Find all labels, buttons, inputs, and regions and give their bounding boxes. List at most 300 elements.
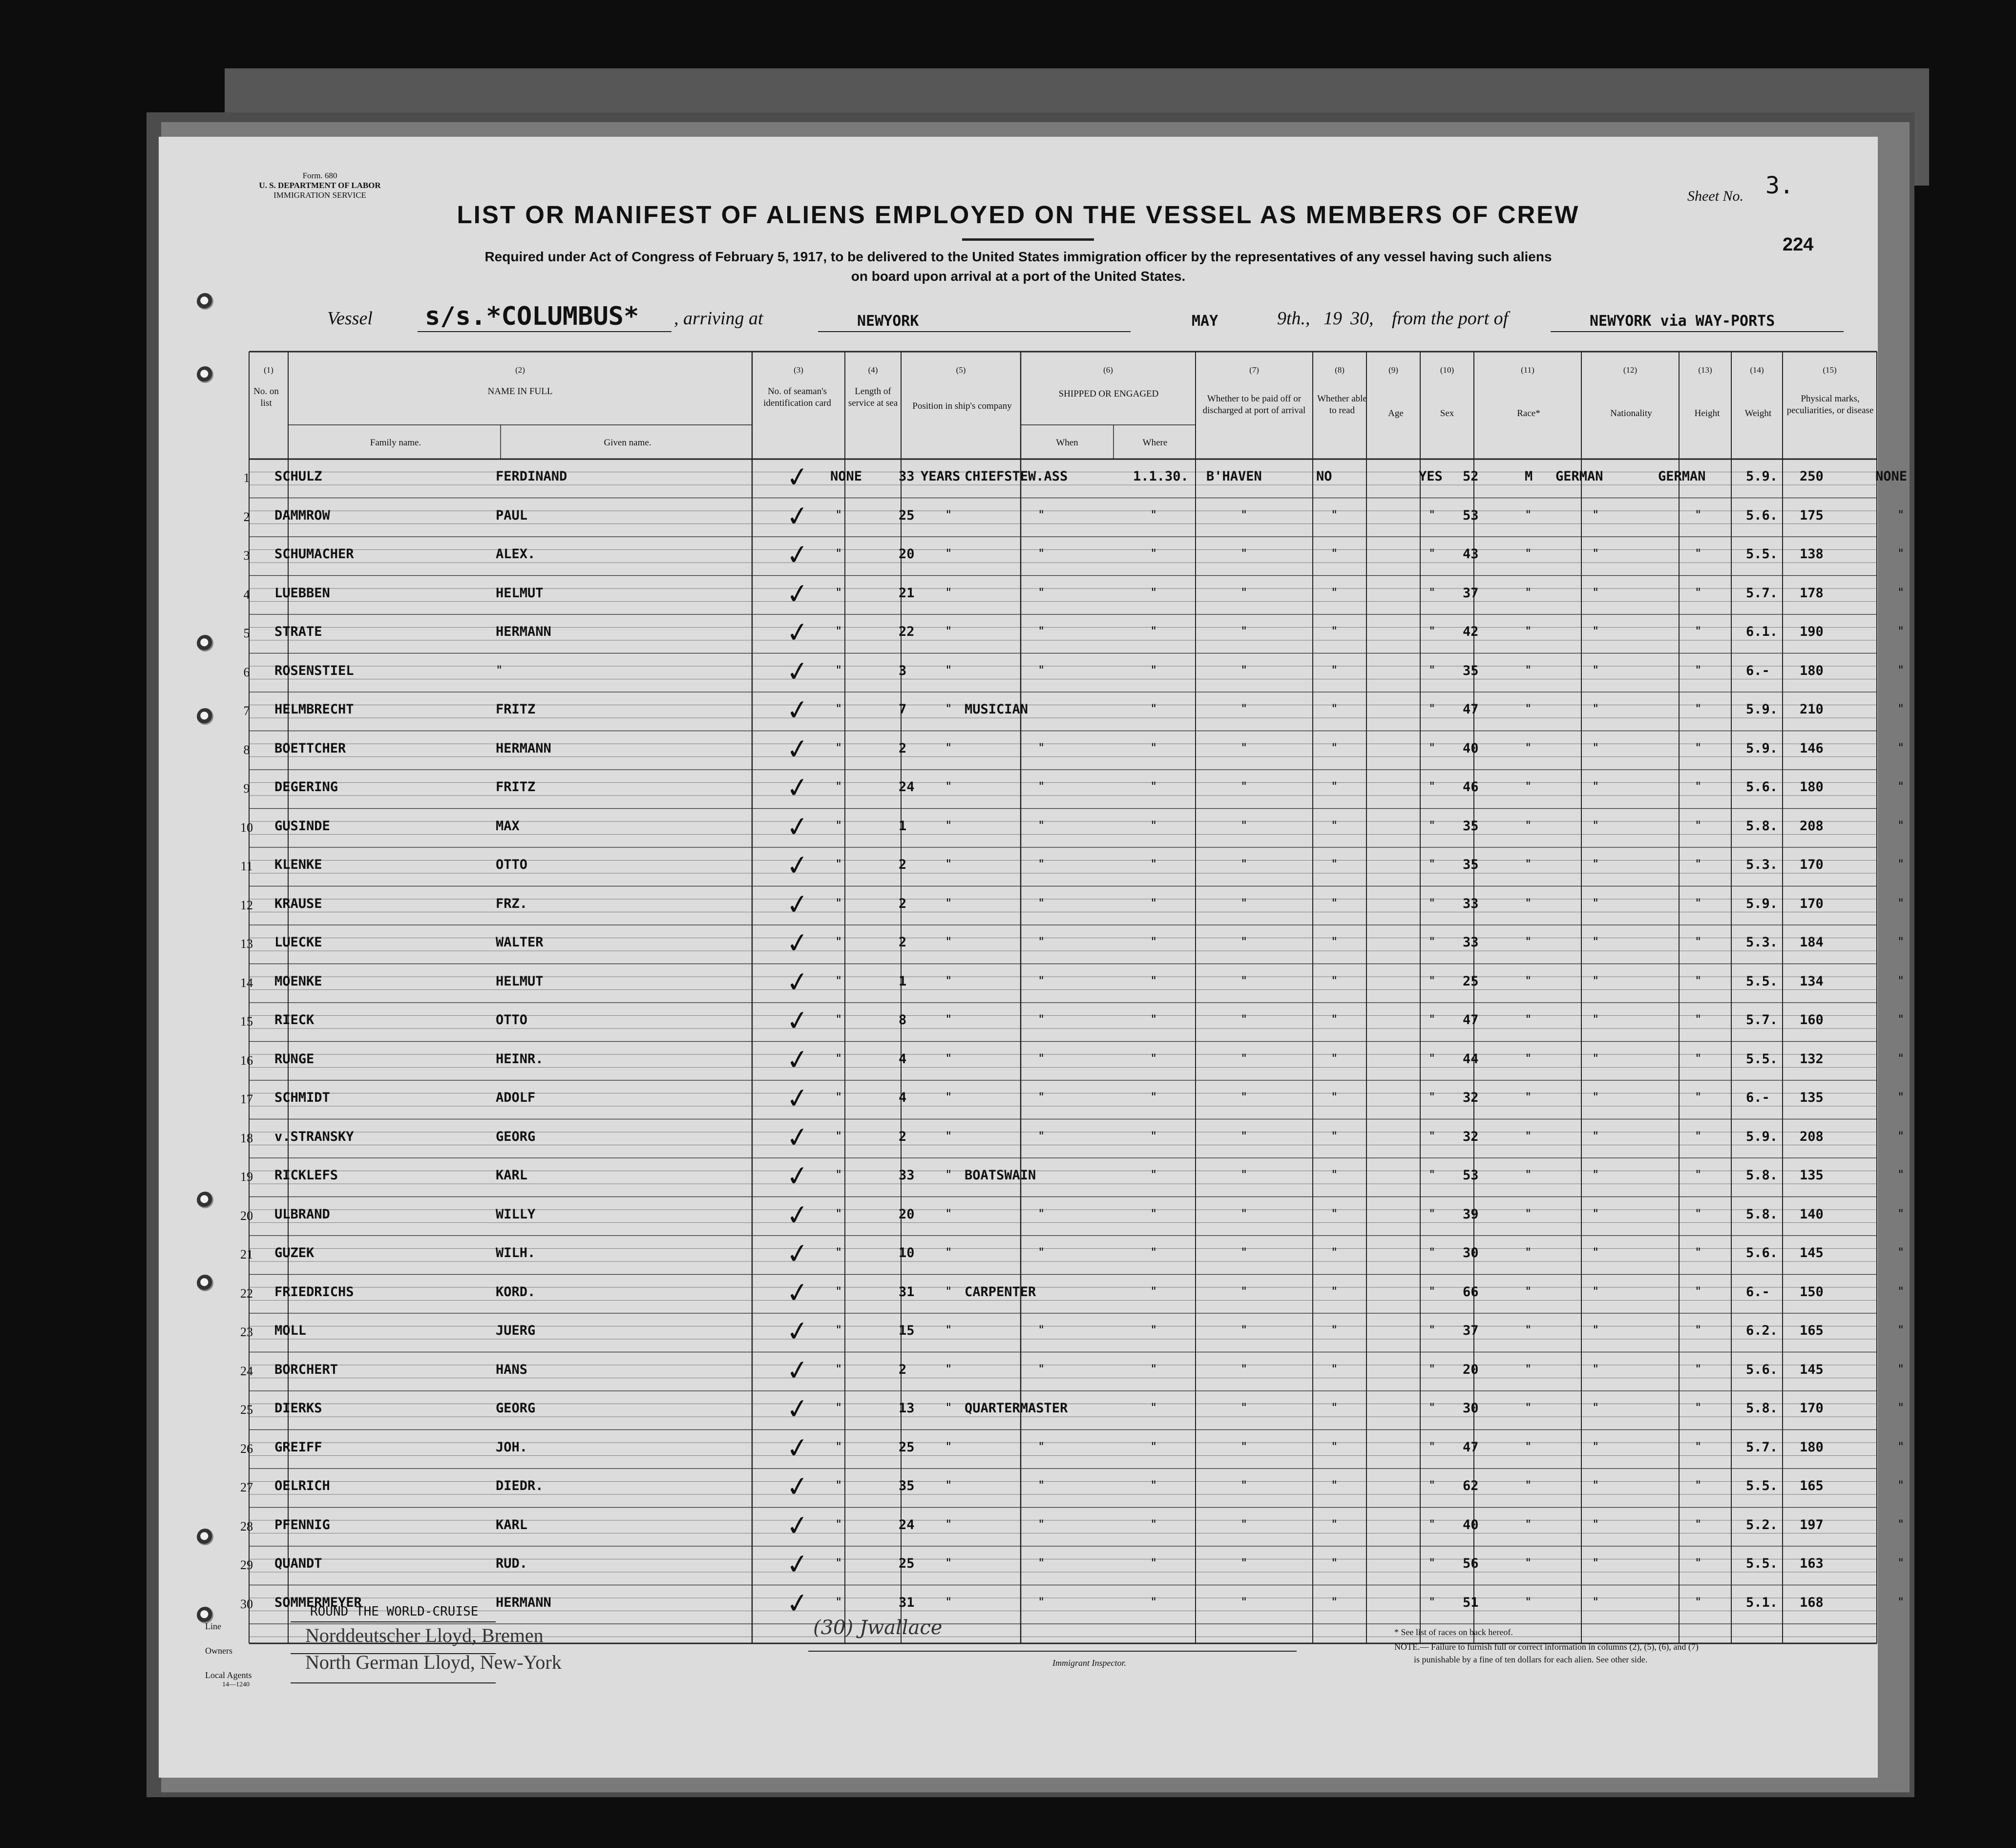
service-unit: " (945, 896, 952, 910)
row-number: 2 (243, 509, 250, 524)
footer-owners-label: Owners (205, 1646, 232, 1656)
height: 5.8. (1746, 1401, 1778, 1416)
sex: " (1525, 1245, 1532, 1259)
family-name: SCHUMACHER (274, 546, 354, 562)
race: " (1592, 702, 1599, 715)
paid-off: " (1331, 507, 1338, 522)
height: 6.2. (1746, 1323, 1778, 1338)
given-name: JUERG (496, 1323, 536, 1338)
sex: " (1525, 1478, 1532, 1492)
nationality: " (1695, 507, 1702, 522)
service-unit: " (945, 1012, 952, 1026)
nationality: " (1695, 1284, 1702, 1298)
service-unit: " (945, 1284, 952, 1298)
check-mark: ✓ (784, 693, 812, 728)
service-unit: " (945, 973, 952, 987)
family-name: RIECK (274, 1012, 315, 1028)
age: 20 (1463, 1362, 1479, 1377)
weight: 145 (1800, 1245, 1824, 1260)
check-mark: ✓ (784, 1353, 812, 1388)
paid-off: " (1331, 1556, 1338, 1570)
family-name: KLENKE (274, 857, 322, 872)
given-name: JOH. (496, 1439, 528, 1455)
weight: 146 (1800, 740, 1824, 756)
able-to-read: " (1428, 585, 1436, 599)
age: 30 (1463, 1245, 1479, 1260)
check-mark: ✓ (784, 1042, 812, 1077)
age: 35 (1463, 857, 1479, 872)
race: " (1592, 1129, 1599, 1143)
id-card: " (835, 1206, 842, 1220)
service-unit: " (945, 1362, 952, 1376)
length-of-service: 8 (899, 1012, 907, 1028)
row-number: 28 (240, 1519, 253, 1533)
nationality: " (1695, 663, 1702, 677)
height: 5.3. (1746, 857, 1778, 872)
shipped-where: " (1240, 818, 1248, 832)
length-of-service: 1 (899, 818, 907, 834)
service-unit: " (945, 1556, 952, 1570)
service-unit: " (945, 1401, 952, 1414)
shipped-where: " (1240, 1012, 1248, 1026)
id-card: " (835, 663, 842, 677)
row-number: 29 (240, 1558, 253, 1572)
check-mark: ✓ (784, 1430, 812, 1466)
physical-marks: " (1897, 1556, 1905, 1570)
header-shipped-engaged: SHIPPED OR ENGAGED (1058, 389, 1159, 399)
sex: " (1525, 896, 1532, 910)
nationality: " (1695, 818, 1702, 832)
shipped-when: " (1150, 507, 1157, 522)
age: 37 (1463, 585, 1479, 601)
nationality: " (1695, 1012, 1702, 1026)
column-number: (13) (1698, 365, 1712, 375)
length-of-service: 1 (899, 973, 907, 989)
shipped-when: " (1150, 1323, 1157, 1337)
length-of-service: 33 (899, 469, 915, 484)
given-name: ADOLF (496, 1090, 536, 1105)
family-name: v.STRANSKY (274, 1129, 354, 1144)
physical-marks: " (1897, 1245, 1905, 1259)
paid-off: " (1331, 740, 1338, 755)
race: " (1592, 1478, 1599, 1492)
given-name: OTTO (496, 857, 528, 872)
sex: " (1525, 624, 1532, 638)
height: 5.9. (1746, 702, 1778, 717)
weight: 180 (1800, 663, 1824, 678)
age: 53 (1463, 1168, 1479, 1183)
year-prefix: 19 (1323, 308, 1342, 329)
check-mark: ✓ (784, 771, 812, 805)
column-number: (9) (1388, 365, 1398, 375)
family-name: ROSENSTIEL (274, 663, 354, 678)
shipped-when: " (1150, 1401, 1157, 1414)
shipped-when: " (1150, 1478, 1157, 1492)
physical-marks: " (1897, 546, 1905, 560)
position: " (1038, 1245, 1045, 1259)
check-mark: ✓ (784, 1159, 812, 1194)
weight: 140 (1800, 1206, 1824, 1222)
vessel-label: Vessel (327, 308, 373, 329)
race: " (1592, 1439, 1599, 1453)
physical-marks: " (1897, 1168, 1905, 1181)
shipped-where: " (1240, 1245, 1248, 1259)
row-number: 27 (240, 1480, 253, 1494)
family-name: DEGERING (274, 779, 338, 795)
sheet-number: 3. (1765, 172, 1794, 199)
physical-marks: " (1897, 507, 1905, 522)
row-number: 14 (240, 975, 253, 990)
position: " (1038, 935, 1045, 948)
able-to-read: " (1428, 779, 1436, 793)
race: " (1592, 896, 1599, 910)
height: 5.2. (1746, 1517, 1778, 1533)
footer-line-underline (291, 1621, 496, 1622)
height: 5.6. (1746, 1362, 1778, 1377)
given-name: PAUL (496, 507, 528, 523)
physical-marks: NONE (1875, 469, 1908, 484)
weight: 135 (1800, 1090, 1824, 1105)
position: " (1038, 740, 1045, 755)
row-number: 23 (240, 1325, 253, 1339)
position: " (1038, 1517, 1045, 1531)
row-number: 8 (243, 742, 250, 757)
row-number: 5 (243, 626, 250, 640)
family-name: MOENKE (274, 973, 322, 989)
id-card: " (835, 973, 842, 987)
column-number: (5) (956, 365, 966, 375)
vessel-name: s/s.*COLUMBUS* (425, 302, 639, 331)
height: 5.5. (1746, 1478, 1778, 1493)
height: 5.9. (1746, 740, 1778, 756)
service-name: IMMIGRATION SERVICE (273, 190, 366, 200)
year-suffix: 30, (1350, 308, 1374, 329)
paid-off: " (1331, 624, 1338, 638)
position: " (1038, 1129, 1045, 1143)
header-position: Position in ship's company (912, 401, 1012, 411)
given-name: KARL (496, 1168, 528, 1183)
shipped-when: " (1150, 1439, 1157, 1453)
weight: 250 (1800, 469, 1824, 484)
family-name: RUNGE (274, 1051, 315, 1067)
length-of-service: 25 (899, 1439, 915, 1455)
age: 33 (1463, 896, 1479, 911)
age: 39 (1463, 1206, 1479, 1222)
header-race: Race* (1517, 408, 1540, 419)
sex: " (1525, 702, 1532, 715)
shipped-where: " (1240, 624, 1248, 638)
column-number: (2) (515, 365, 525, 375)
row-number: 22 (240, 1286, 253, 1301)
shipped-where: " (1240, 663, 1248, 677)
header-physical-marks: Physical marks, peculiarities, or disease (1786, 394, 1874, 416)
age: 32 (1463, 1129, 1479, 1144)
penalty-note-line-1: NOTE.— Failure to furnish full or correct information in columns (2), (5), (6), and (7) (1394, 1642, 1699, 1652)
check-mark: ✓ (784, 1547, 812, 1582)
sex: " (1525, 1129, 1532, 1143)
arriving-label: , arriving at (674, 308, 763, 329)
check-mark: ✓ (784, 965, 812, 1000)
family-name: SCHULZ (274, 469, 322, 484)
length-of-service: 2 (899, 896, 907, 911)
id-card: " (835, 1556, 842, 1570)
race: " (1592, 546, 1599, 560)
length-of-service: 22 (899, 624, 915, 639)
shipped-when: " (1150, 1284, 1157, 1298)
row-number: 25 (240, 1403, 253, 1417)
sex: " (1525, 1284, 1532, 1298)
race: " (1592, 1595, 1599, 1609)
family-name: DIERKS (274, 1401, 322, 1416)
service-unit: " (945, 779, 952, 793)
id-card: " (835, 624, 842, 638)
physical-marks: " (1897, 1129, 1905, 1143)
physical-marks: " (1897, 1051, 1905, 1065)
length-of-service: 10 (899, 1245, 915, 1260)
weight: 175 (1800, 507, 1824, 523)
id-card: " (835, 857, 842, 871)
position: " (1038, 1206, 1045, 1220)
family-name: LUEBBEN (274, 585, 330, 601)
nationality: GERMAN (1658, 469, 1706, 484)
given-name: HERMANN (496, 740, 551, 756)
column-number: (1) (264, 365, 273, 375)
paid-off: " (1331, 1478, 1338, 1492)
weight: 184 (1800, 935, 1824, 950)
age: 46 (1463, 779, 1479, 795)
weight: 165 (1800, 1478, 1824, 1493)
able-to-read: " (1428, 1206, 1436, 1220)
physical-marks: " (1897, 1401, 1905, 1414)
id-card: " (835, 702, 842, 715)
id-card: " (835, 1168, 842, 1181)
paid-off: " (1331, 1129, 1338, 1143)
family-name: HELMBRECHT (274, 702, 354, 717)
header-height: Height (1694, 408, 1720, 419)
service-unit: " (945, 740, 952, 755)
arrival-month: MAY (1192, 313, 1218, 330)
race: " (1592, 507, 1599, 522)
age: 56 (1463, 1556, 1479, 1571)
length-of-service: 15 (899, 1323, 915, 1338)
race: " (1592, 1090, 1599, 1104)
sex: " (1525, 1439, 1532, 1453)
sex: " (1525, 818, 1532, 832)
shipped-where: " (1240, 1439, 1248, 1453)
row-number: 7 (243, 704, 250, 718)
paid-off: " (1331, 702, 1338, 715)
manifest-page (159, 137, 1908, 1778)
column-number: (11) (1521, 365, 1534, 375)
check-mark: ✓ (784, 1197, 812, 1233)
family-name: OELRICH (274, 1478, 330, 1493)
able-to-read: " (1428, 896, 1436, 910)
height: 5.6. (1746, 1245, 1778, 1260)
check-mark: ✓ (784, 1586, 812, 1621)
given-name: HERMANN (496, 1595, 551, 1610)
header-no-on-list: No. on list (253, 386, 279, 408)
shipped-when: " (1150, 624, 1157, 638)
sex: " (1525, 1517, 1532, 1531)
length-of-service: 20 (899, 1206, 915, 1222)
position: " (1038, 1362, 1045, 1376)
inspector-signature: (30) Jwallace (813, 1617, 943, 1639)
length-of-service: 7 (899, 702, 907, 717)
row-number: 16 (240, 1053, 253, 1068)
shipped-where: " (1240, 546, 1248, 560)
able-to-read: " (1428, 1168, 1436, 1181)
physical-marks: " (1897, 779, 1905, 793)
able-to-read: " (1428, 663, 1436, 677)
race: " (1592, 1362, 1599, 1376)
physical-marks: " (1897, 818, 1905, 832)
column-number: (6) (1103, 365, 1113, 375)
given-name: RUD. (496, 1556, 528, 1571)
length-of-service: 4 (899, 1090, 907, 1105)
position: QUARTERMASTER (965, 1401, 1068, 1416)
id-card: " (835, 1439, 842, 1453)
row-number: 24 (240, 1364, 253, 1378)
length-of-service: 31 (899, 1284, 915, 1300)
nationality: " (1695, 1051, 1702, 1065)
header-given-name: Given name. (604, 438, 651, 448)
weight: 165 (1800, 1323, 1824, 1338)
height: 6.1. (1746, 624, 1778, 639)
position: " (1038, 1478, 1045, 1492)
race: " (1592, 1012, 1599, 1026)
nationality: " (1695, 1362, 1702, 1376)
service-unit: " (945, 624, 952, 638)
department-name: U. S. DEPARTMENT OF LABOR (259, 181, 381, 190)
row-number: 26 (240, 1441, 253, 1456)
row-number: 13 (240, 937, 253, 951)
sex: " (1525, 740, 1532, 755)
shipped-when: " (1150, 702, 1157, 715)
paid-off: " (1331, 896, 1338, 910)
position: " (1038, 1051, 1045, 1065)
age: 66 (1463, 1284, 1479, 1300)
age: 40 (1463, 740, 1479, 756)
service-unit: " (945, 507, 952, 522)
footer-form-code: 14—1240 (222, 1681, 250, 1688)
shipped-where: " (1240, 1051, 1248, 1065)
nationality: " (1695, 624, 1702, 638)
able-to-read: " (1428, 702, 1436, 715)
sex: M (1525, 469, 1533, 484)
length-of-service: 2 (899, 1362, 907, 1377)
given-name: FRITZ (496, 702, 536, 717)
race: " (1592, 1517, 1599, 1531)
given-name: GEORG (496, 1401, 536, 1416)
length-of-service: 24 (899, 779, 915, 795)
column-number: (10) (1440, 365, 1454, 375)
family-name: LUECKE (274, 935, 322, 950)
height: 6.- (1746, 1090, 1770, 1105)
position: " (1038, 1556, 1045, 1570)
race: " (1592, 1051, 1599, 1065)
physical-marks: " (1897, 896, 1905, 910)
id-card: NONE (830, 469, 862, 484)
nationality: " (1695, 546, 1702, 560)
check-mark: ✓ (784, 499, 812, 534)
position: " (1038, 585, 1045, 599)
shipped-when: " (1150, 935, 1157, 948)
length-of-service: 20 (899, 546, 915, 562)
paid-off: " (1331, 857, 1338, 871)
shipped-where: " (1240, 1168, 1248, 1181)
shipped-where: " (1240, 740, 1248, 755)
shipped-where: " (1240, 1129, 1248, 1143)
given-name: HELMUT (496, 585, 544, 601)
nationality: " (1695, 702, 1702, 715)
given-name: WALTER (496, 935, 544, 950)
nationality: " (1695, 1595, 1702, 1609)
row-number: 10 (240, 820, 253, 835)
family-name: SCHMIDT (274, 1090, 330, 1105)
check-mark: ✓ (784, 848, 812, 883)
height: 5.9. (1746, 469, 1778, 484)
shipped-when: " (1150, 857, 1157, 871)
position: " (1038, 973, 1045, 987)
check-mark: ✓ (784, 576, 812, 611)
service-unit: " (945, 1439, 952, 1453)
id-card: " (835, 1284, 842, 1298)
sex: " (1525, 546, 1532, 560)
physical-marks: " (1897, 702, 1905, 715)
column-number: (7) (1249, 365, 1259, 375)
age: 30 (1463, 1401, 1479, 1416)
sex: " (1525, 1323, 1532, 1337)
able-to-read: " (1428, 973, 1436, 987)
physical-marks: " (1897, 857, 1905, 871)
row-number: 1 (243, 471, 250, 485)
footer-line-value: ROUND THE WORLD-CRUISE (310, 1604, 479, 1619)
paid-off: " (1331, 585, 1338, 599)
height: 5.5. (1746, 1051, 1778, 1067)
check-mark: ✓ (784, 654, 812, 689)
given-name: OTTO (496, 1012, 528, 1028)
race: " (1592, 740, 1599, 755)
given-name: MAX (496, 818, 520, 834)
length-of-service: 25 (899, 1556, 915, 1571)
nationality: " (1695, 857, 1702, 871)
race: " (1592, 818, 1599, 832)
length-of-service: 2 (899, 740, 907, 756)
race: " (1592, 973, 1599, 987)
physical-marks: " (1897, 1284, 1905, 1298)
race: " (1592, 624, 1599, 638)
paid-off: " (1331, 1206, 1338, 1220)
row-number: 18 (240, 1131, 253, 1145)
height: 5.8. (1746, 1168, 1778, 1183)
column-number: (14) (1750, 365, 1764, 375)
sex: " (1525, 1556, 1532, 1570)
given-name: WILH. (496, 1245, 536, 1260)
age: 40 (1463, 1517, 1479, 1533)
check-mark: ✓ (784, 1237, 812, 1271)
able-to-read: " (1428, 1595, 1436, 1609)
header-able-to-read: Whether able to read (1317, 394, 1367, 416)
given-name: DIEDR. (496, 1478, 544, 1493)
height: 5.9. (1746, 896, 1778, 911)
id-card: " (835, 585, 842, 599)
paid-off: " (1331, 1051, 1338, 1065)
position: " (1038, 1012, 1045, 1026)
sex: " (1525, 857, 1532, 871)
race: " (1592, 935, 1599, 948)
physical-marks: " (1897, 1439, 1905, 1453)
shipped-when: " (1150, 1556, 1157, 1570)
